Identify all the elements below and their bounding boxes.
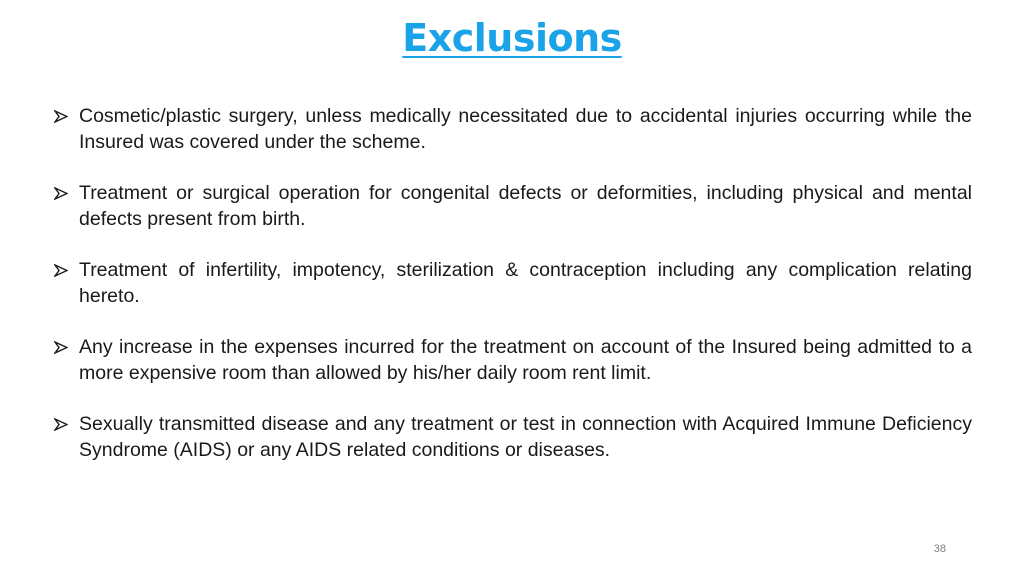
list-item-text: Any increase in the expenses incurred for the treatment on account of the Insured being admitted to a more expensive room than allowed by his/her daily room rent limit.	[79, 336, 972, 384]
list-item	[54, 180, 972, 232]
list-item	[54, 411, 972, 463]
slide-title-container	[0, 16, 1024, 60]
arrow-bullet-icon	[54, 418, 68, 431]
list-item-text: Treatment of infertility, impotency, sterilization & contraception including any complication relating hereto.	[79, 259, 972, 307]
list-item-text: Cosmetic/plastic surgery, unless medically necessitated due to accidental injuries occurring while the Insured was covered under the scheme.	[79, 105, 972, 153]
page-number: 38	[933, 543, 946, 555]
list-item	[54, 334, 972, 386]
arrow-bullet-icon	[54, 110, 68, 123]
arrow-bullet-icon	[54, 264, 68, 277]
slide-title: Exclusions	[402, 16, 622, 60]
arrow-bullet-icon	[54, 341, 68, 354]
exclusions-list	[54, 103, 972, 488]
list-item-text: Treatment or surgical operation for congenital defects or deformities, including physical and mental defects present from birth.	[79, 182, 972, 230]
arrow-bullet-icon	[54, 187, 68, 200]
list-item	[54, 103, 972, 155]
list-item-text: Sexually transmitted disease and any treatment or test in connection with Acquired Immune Deficiency Syndrome (AIDS) or any AIDS related conditions or diseases.	[79, 413, 972, 461]
list-item	[54, 257, 972, 309]
